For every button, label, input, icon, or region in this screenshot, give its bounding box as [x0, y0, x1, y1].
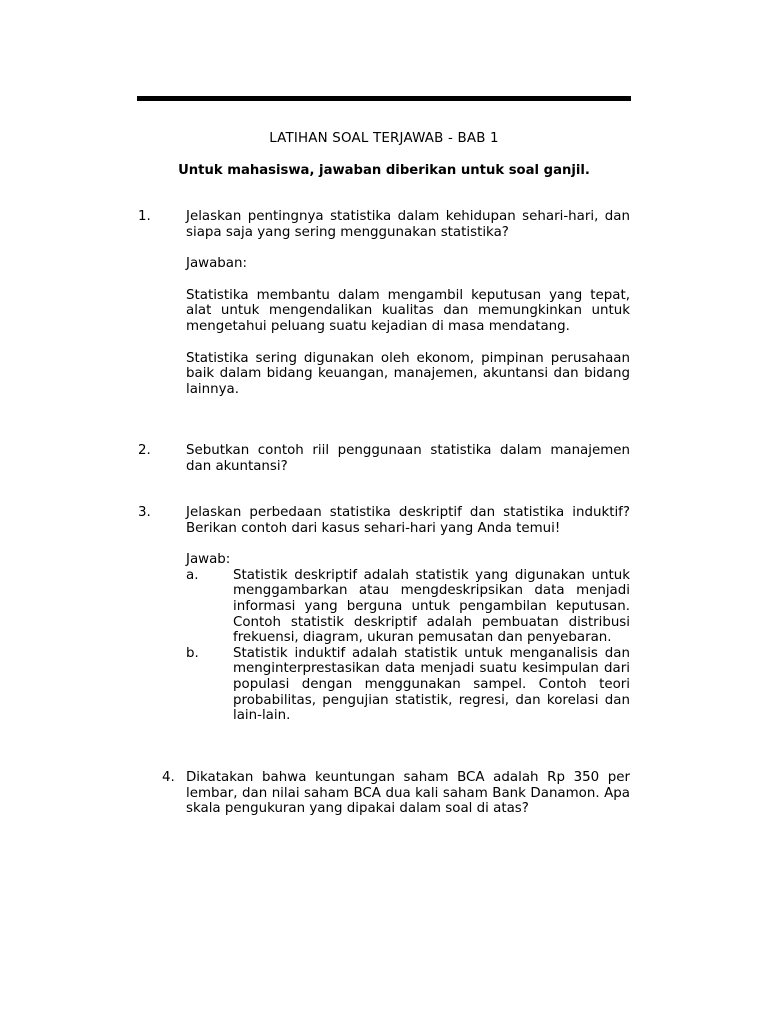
question-3-answer-item-b — [186, 646, 630, 724]
question-1-number: 1. — [138, 209, 151, 224]
question-3-answer-item-a — [186, 568, 630, 646]
answer-item-b-text: Statistik induktif adalah statistik untuk menganalisis dan menginterprestasikan data menjadi suatu kesimpulan dari populasi dengan menggunakan sampel. Contoh teori probabilitas, pengujian statistik, regresi, dan korelasi dan lain-lain. — [233, 645, 630, 724]
question-4-text: Dikatakan bahwa keuntungan saham BCA adalah Rp 350 per lembar, dan nilai saham BCA dua kali saham Bank Danamon. Apa skala pengukuran yang dipakai dalam soal di atas? — [186, 770, 630, 817]
question-1-answer-paragraph-2: Statistika sering digunakan oleh ekonom, pimpinan perusahaan baik dalam bidang keuangan, manajemen, akuntansi dan bidang lainnya. — [186, 350, 630, 397]
question-2-number: 2. — [138, 443, 151, 458]
question-1-answer-label: Jawaban: — [186, 256, 248, 272]
question-3-block — [186, 505, 630, 724]
question-4-number: 4. — [162, 770, 175, 785]
top-rule-divider — [137, 96, 631, 101]
question-3-number: 3. — [138, 505, 151, 520]
answer-item-a-letter: a. — [186, 567, 199, 583]
question-3-answer-label: Jawab: — [186, 552, 231, 568]
page-subtitle: Untuk mahasiswa, jawaban diberikan untuk soal ganjil. — [178, 163, 590, 178]
question-3-text: Jelaskan perbedaan statistika deskriptif dan statistika induktif? Berikan contoh dari kasus sehari-hari yang Anda temui! — [186, 505, 630, 536]
question-2-text: Sebutkan contoh riil penggunaan statistika dalam manajemen dan akuntansi? — [186, 443, 630, 474]
answer-item-a-text: Statistik deskriptif adalah statistik yang digunakan untuk menggambarkan atau mengdeskripsikan data menjadi informasi yang berguna untuk pengambilan keputusan. Contoh statistik deskriptif adalah pembuatan distribusi frekuensi, diagram, ukuran pemusatan dan penyebaran. — [233, 567, 630, 646]
question-1-block — [186, 209, 630, 397]
question-4-block — [186, 770, 630, 817]
answer-item-b-letter: b. — [186, 645, 199, 661]
question-1-answer-paragraph-1: Statistika membantu dalam mengambil keputusan yang tepat, alat untuk mengendalikan kualitas dan memungkinkan untuk mengetahui peluang suatu kejadian di masa mendatang. — [186, 287, 630, 334]
question-1-text: Jelaskan pentingnya statistika dalam kehidupan sehari-hari, dan siapa saja yang sering menggunakan statistika? — [186, 209, 630, 240]
page-title: LATIHAN SOAL TERJAWAB - BAB 1 — [269, 131, 499, 146]
question-2-block — [186, 443, 630, 474]
